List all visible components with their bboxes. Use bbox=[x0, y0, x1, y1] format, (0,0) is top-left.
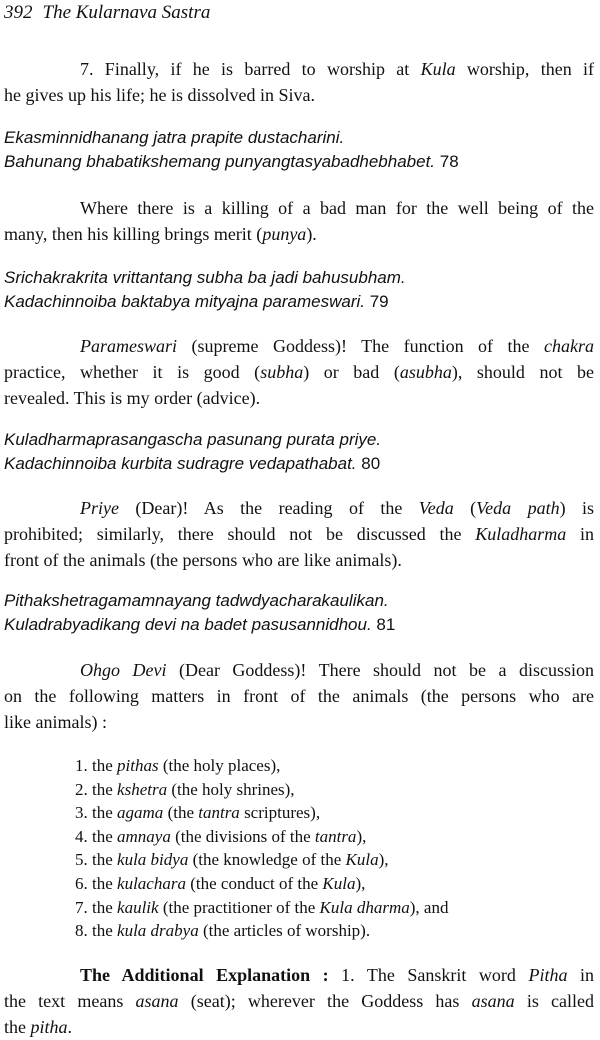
paragraph-79-translation: Parameswari (supreme Goddess)! The function of the chakra practice, whether it is good (subha) or bad (asubha), should not be revealed. This is my order (advice). bbox=[4, 336, 594, 408]
paragraph-78-translation: Where there is a killing of a bad man for the well being of the many, then his killing brings merit (punya). bbox=[4, 198, 594, 244]
list-item: 3. the agama (the tantra scriptures), bbox=[75, 803, 321, 823]
list-item: 6. the kulachara (the conduct of the Kula), bbox=[75, 873, 366, 893]
matters-list bbox=[75, 754, 448, 943]
paragraph-81-translation: Ohgo Devi (Dear Goddess)! There should not be a discussion on the following matters in front of the animals (the persons who are like animals) : bbox=[4, 660, 595, 732]
verse-78: Ekasminnidhanang jatra prapite dustacharini. Bahunang bhabatikshemang punyangtasyabadhebhabet. 78 bbox=[4, 128, 459, 171]
list-item: 4. the amnaya (the divisions of the tantra), bbox=[75, 826, 367, 846]
paragraph-80-translation: Priye (Dear)! As the reading of the Veda (Veda path) is prohibited; similarly, there should not be discussed the Kuladharma in front of the animals (the persons who are like animals). bbox=[4, 498, 594, 570]
verse-81: Pithakshetragamamnayang tadwdyacharakaulikan. Kuladrabyadikang devi na badet pasusannidhou. 81 bbox=[4, 591, 396, 634]
verse-79: Srichakrakrita vrittantang subha ba jadi bahusubham. Kadachinnoiba baktabya mityajna parameswari. 79 bbox=[4, 268, 406, 311]
additional-explanation: The Additional Explanation : 1. The Sanskrit word Pitha in the text means asana (seat); wherever the Goddess has asana is called the pitha. bbox=[4, 965, 594, 1037]
verse-number: 81 bbox=[376, 615, 396, 634]
book-title: The Kularnava Sastra bbox=[42, 2, 211, 23]
list-item: 2. the kshetra (the holy shrines), bbox=[75, 779, 295, 799]
list-item: 8. the kula drabya (the articles of worship). bbox=[75, 921, 371, 941]
verse-number: 78 bbox=[439, 152, 459, 171]
list-item: 7. the kaulik (the practitioner of the Kula dharma), and bbox=[75, 897, 449, 917]
list-item: 5. the kula bidya (the knowledge of the Kula), bbox=[75, 850, 389, 870]
verse-number: 79 bbox=[369, 292, 389, 311]
verse-number: 80 bbox=[361, 454, 381, 473]
page-number: 392 bbox=[4, 2, 33, 23]
section-heading: The Additional Explanation : bbox=[80, 965, 329, 985]
running-header bbox=[4, 2, 210, 24]
paragraph-7: 7. Finally, if he is barred to worship at Kula worship, then if he gives up his life; he is dissolved in Siva. bbox=[4, 59, 595, 105]
verse-80: Kuladharmaprasangascha pasunang purata priye. Kadachinnoiba kurbita sudragre vedapathabat. 80 bbox=[4, 430, 382, 473]
list-item: 1. the pithas (the holy places), bbox=[75, 756, 281, 775]
